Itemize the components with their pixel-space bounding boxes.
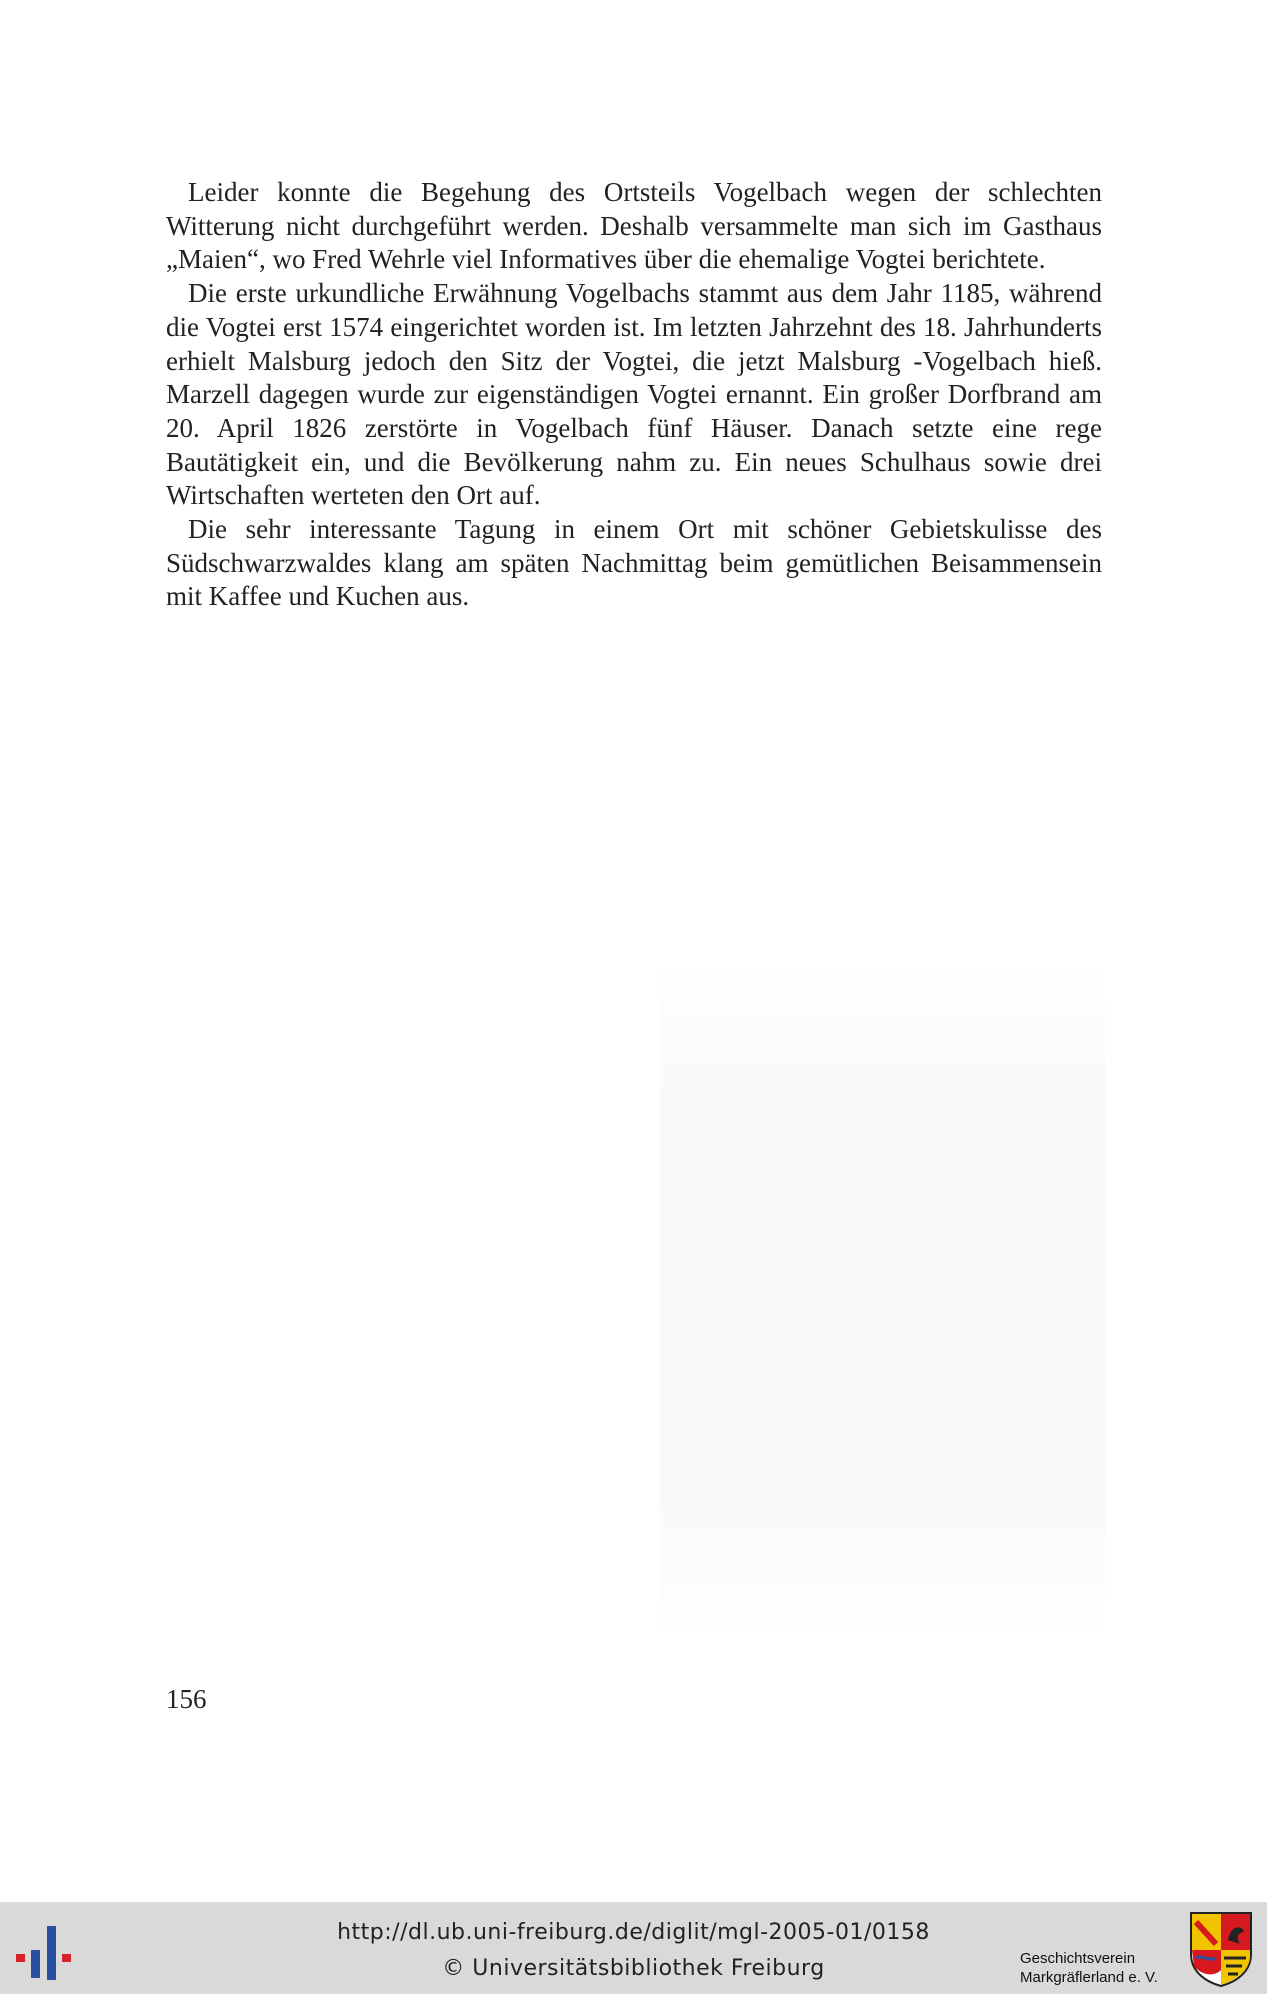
coat-of-arms-icon [1188,1910,1254,1988]
paragraph-1: Leider konnte die Begehung des Ortsteils Vogelbach wegen der schlechten Witterung nicht durchgeführt werden. Deshalb versammelte man sich im Gasthaus „Maien“, wo Fred Wehrle viel Informatives über die ehemalige Vogtei berichtete. [166,177,1102,275]
body-text [166,176,1102,614]
footer-bar [0,1902,1267,1994]
page-number: 156 [166,1684,207,1714]
paragraph-2: Die erste urkundliche Erwähnung Vogelbachs stammt aus dem Jahr 1185, während die Vogtei erst 1574 eingerichtet worden ist. Im letzten Jahrzehnt des 18. Jahrhunderts erhielt Malsburg jedoch den Sitz der Vogtei, die jetzt Malsburg -Vogelbach hieß. Marzell dagegen wurde zur eigenständigen Vogtei ernannt. Ein großer Dorfbrand am 20. April 1826 zerstörte in Vogelbach fünf Häuser. Danach setzte eine rege Bautätigkeit ein, und die Bevölkerung nahm zu. Ein neues Schulhaus sowie drei Wirtschaften werteten den Ort auf. [166,278,1102,511]
footer-url-link[interactable]: http://dl.ub.uni-freiburg.de/diglit/mgl-2005-01/0158 [337,1920,930,1945]
paragraph-3: Die sehr interessante Tagung in einem Ort mit schöner Gebietskulisse des Südschwarzwaldes klang am späten Nachmittag beim gemütlichen Beisammensein mit Kaffee und Kuchen aus. [166,514,1102,612]
society-name [1020,1949,1158,1987]
society-line-1: Geschichtsverein [1020,1950,1136,1967]
footer-copyright: © Universitätsbibliothek Freiburg [442,1956,825,1981]
society-line-2: Markgräflerland e. V. [1020,1969,1158,1986]
scan-show-through [660,960,1105,1640]
